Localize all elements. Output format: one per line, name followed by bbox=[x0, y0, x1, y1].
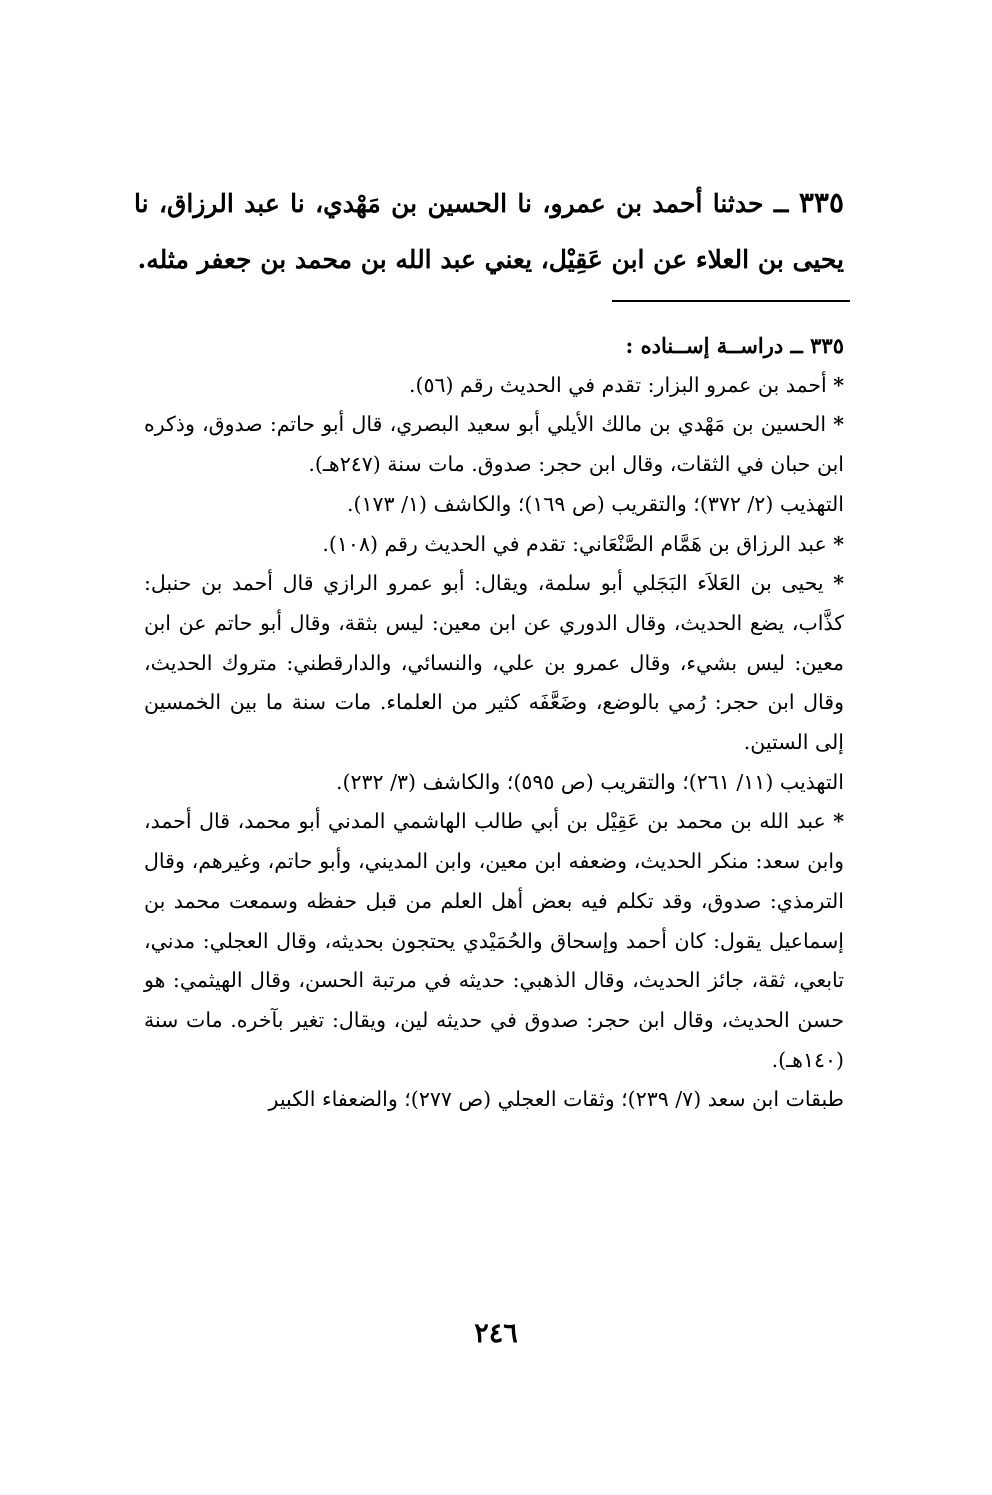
narrator-entry bbox=[144, 802, 844, 1080]
hadith-body: ــ حدثنا أحمد بن عمرو، نا الحسين بن مَهْدي، نا عبد الرزاق، نا يحيى بن العلاء عن ابن عَقِيْل، يعني عبد الله بن محمد بن جعفر مثله. bbox=[134, 189, 844, 274]
narrator-text: يحيى بن العَلاَء البَجَلي أبو سلمة، ويقال: أبو عمرو الرازي قال أحمد بن حنبل: كذَّاب، يضع الحديث، وقال الدوري عن ابن معين: ليس بثقة، وقال أبو حاتم عن ابن معين: ليس بشيء، وقال عمرو بن علي، والنسائي، والدارقطني: متروك الحديث، وقال ابن حجر: رُمي بالوضع، وضَعَّفَه كثير من العلماء. مات سنة ما بين الخمسين إلى الستين. bbox=[144, 571, 844, 755]
narrator-text: عبد الله بن محمد بن عَقِيْل بن أبي طالب الهاشمي المدني أبو محمد، قال أحمد، وابن سعد: منكر الحديث، وضعفه ابن معين، وابن المديني، وأبو حاتم، وغيرهم، وقال الترمذي: صدوق، وقد تكلم فيه بعض أهل العلم من قبل حفظه وسمعت محمد بن إسماعيل يقول: كان أحمد وإسحاق والحُمَيْدي يحتجون بحديثه، وقال العجلي: مدني، تابعي، ثقة، جائز الحديث، وقال الذهبي: حديثه في مرتبة الحسن، وقال الهيثمي: هو حسن الحديث، وقال ابن حجر: صدوق في حديثه لين، ويقال: تغير بآخره. مات سنة (١٤٠هـ). bbox=[144, 809, 844, 1072]
narrator-references: طبقات ابن سعد (٧/ ٢٣٩)؛ وثقات العجلي (ص ٢٧٧)؛ والضعفاء الكبير bbox=[268, 1087, 844, 1112]
hadith-number: ٣٣٥ bbox=[798, 186, 844, 219]
bullet-star-icon: * bbox=[833, 531, 844, 556]
bullet-star-icon: * bbox=[833, 412, 844, 437]
footnote-divider bbox=[612, 300, 850, 302]
hadith-text-block bbox=[134, 175, 844, 288]
isnad-study bbox=[144, 326, 844, 1120]
narrator-text: الحسين بن مَهْدي بن مالك الأيلي أبو سعيد البصري، قال أبو حاتم: صدوق، وذكره ابن حبان في الثقات، وقال ابن حجر: صدوق. مات سنة (٢٤٧هـ). bbox=[144, 412, 844, 477]
bullet-star-icon: * bbox=[833, 372, 844, 397]
isnad-heading: ٣٣٥ ــ دراســة إســناده : bbox=[625, 333, 844, 358]
narrator-text: أحمد بن عمرو البزار: تقدم في الحديث رقم (٥٦). bbox=[409, 372, 827, 397]
narrator-references: التهذيب (١١/ ٢٦١)؛ والتقريب (ص ٥٩٥)؛ والكاشف (٣/ ٢٣٢). bbox=[335, 769, 844, 794]
narrator-text: عبد الرزاق بن هَمَّام الصَّنْعَاني: تقدم في الحديث رقم (١٠٨). bbox=[322, 531, 827, 556]
bullet-star-icon: * bbox=[833, 571, 844, 596]
page-number: ٢٤٦ bbox=[474, 1318, 518, 1349]
bullet-star-icon: * bbox=[833, 809, 844, 834]
narrator-entry bbox=[144, 405, 844, 484]
narrator-references: التهذيب (٢/ ٣٧٢)؛ والتقريب (ص ١٦٩)؛ والكاشف (١/ ١٧٣). bbox=[347, 491, 844, 516]
narrator-entry bbox=[144, 366, 844, 406]
narrator-entry bbox=[144, 564, 844, 763]
narrator-entry bbox=[144, 525, 844, 565]
